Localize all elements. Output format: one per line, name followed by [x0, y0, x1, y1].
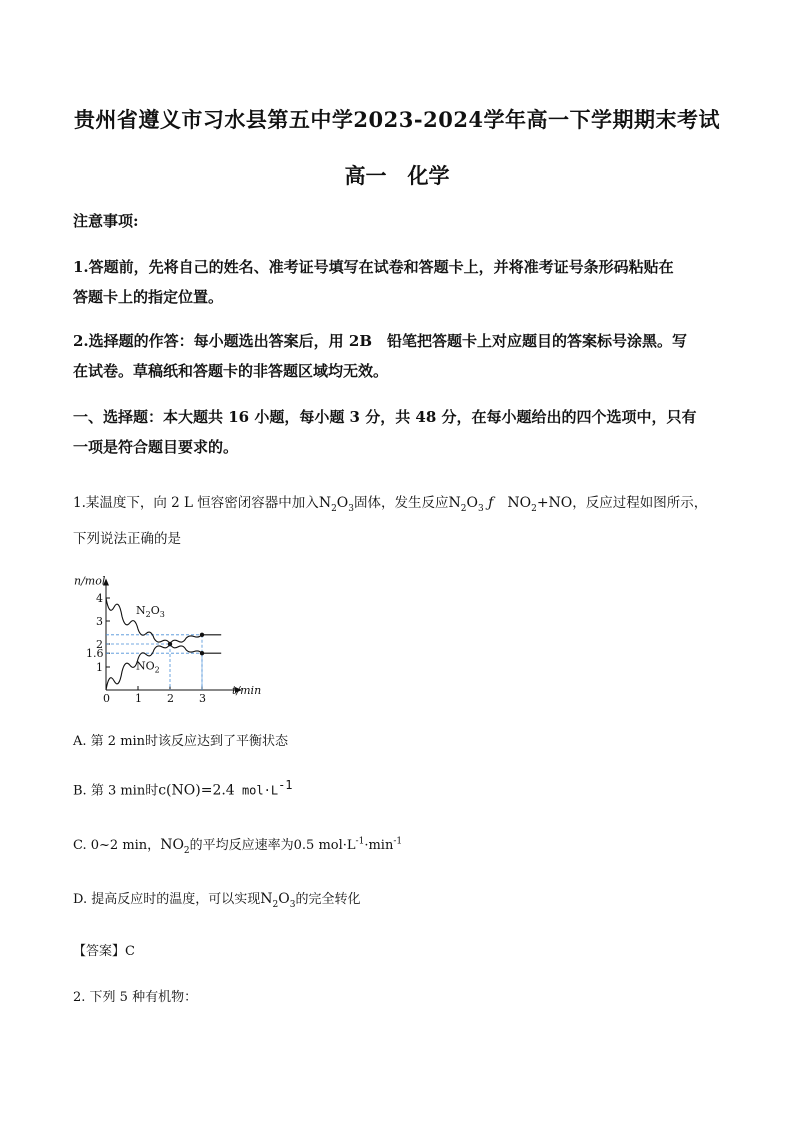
chem-n2o3: $N_2O_3$ [318, 495, 355, 514]
notice-item-2-line-2: 在试卷。草稿纸和答题卡的非答题区域均无效。 [73, 362, 389, 380]
exam-subtitle: 高一 化学 [344, 163, 450, 188]
notice-item-2-line-1: 2.选择题的作答：每小题选出答案后，用 2B 铅笔把答题卡上对应题目的答案标号涂黑。写 [73, 332, 688, 350]
marked-point [200, 651, 204, 655]
chem-equation: $N_2O_3$ ƒ $NO_2+NO$ [448, 495, 573, 514]
notice-item-2 [73, 326, 723, 386]
exam-title: 贵州省遵义市习水县第五中学2023-2024学年高一下学期期末考试 [73, 107, 721, 132]
reaction-chart [70, 560, 270, 710]
option-c-rate: 的平均反应速率为0.5 mol·L [189, 838, 356, 853]
question-2-stem: 2. 下列 5 种有机物： [73, 990, 198, 1005]
option-b [73, 778, 293, 798]
chem-no2: $NO_2$ [160, 837, 190, 856]
option-b-unit: mol·L [234, 783, 279, 798]
y-tick-label: 3 [96, 615, 103, 628]
option-c-min: ·min [364, 838, 394, 853]
marked-point [200, 633, 204, 637]
series-label-n2o3: $N_2O_3$ [136, 604, 165, 620]
x-tick-label: 2 [167, 692, 174, 705]
q1-stem-part-b: 固体，发生反应 [354, 495, 449, 511]
y-axis-label: n/mol [74, 574, 106, 588]
x-tick-label: 3 [199, 692, 206, 705]
option-c-text: C. 0~2 min， [73, 838, 161, 853]
section-heading-line-2: 一项是符合题目要求的。 [73, 438, 239, 456]
q1-stem-line-2: 下列说法正确的是 [73, 530, 181, 547]
chart-labels [74, 575, 261, 706]
option-b-formula: c(NO)=2.4 [158, 782, 235, 799]
option-b-unit-exp: -1 [278, 778, 293, 792]
option-a: A. 第 2 min时该反应达到了平衡状态 [73, 734, 289, 749]
series-line-no2 [106, 635, 221, 690]
q1-stem-part-c: ，反应过程如图所示， [572, 495, 708, 511]
option-c-exp-2: -1 [393, 836, 403, 847]
section-heading [73, 402, 723, 462]
x-tick-label: 1 [135, 692, 142, 705]
q1-stem-part-a: 1.某温度下，向 2 L 恒容密闭容器中加入 [73, 495, 319, 511]
notice-item-1 [73, 252, 723, 312]
option-c [73, 834, 402, 856]
notice-heading: 注意事项: [73, 212, 139, 230]
y-tick-label: 4 [96, 592, 103, 605]
notice-item-1-line-1: 1.答题前，先将自己的姓名、准考证号填写在试卷和答题卡上，并将准考证号条形码粘贴在 [73, 258, 674, 276]
question-1-stem [73, 488, 733, 554]
section-heading-line-1: 一、选择题：本大题共 16 小题，每小题 3 分，共 48 分，在每小题给出的四个选项中，只有 [73, 408, 697, 426]
x-tick-label: 0 [103, 692, 110, 705]
series-label-no2: $NO_2$ [136, 659, 160, 675]
y-tick-label: 1.6 [86, 647, 104, 661]
answer-line: 【答案】C [73, 944, 135, 959]
option-c-exp-1: -1 [355, 836, 365, 847]
y-tick-label: 1 [96, 661, 103, 674]
series-line-n2o3 [106, 598, 221, 653]
y-tick-label: 2 [96, 638, 103, 651]
notice-item-1-line-2: 答题卡上的指定位置。 [73, 288, 224, 306]
option-d [73, 888, 360, 910]
option-d-tail: 的完全转化 [295, 892, 361, 907]
chem-n2o3-d: $N_2O_3$ [260, 891, 296, 910]
chart-points [168, 633, 204, 656]
option-b-text: B. 第 3 min时 [73, 783, 159, 799]
option-d-text: D. 提高反应时的温度，可以实现 [73, 892, 261, 907]
chart-axes [103, 579, 242, 694]
marked-point [168, 642, 172, 646]
x-axis-label: t/min [232, 684, 262, 697]
